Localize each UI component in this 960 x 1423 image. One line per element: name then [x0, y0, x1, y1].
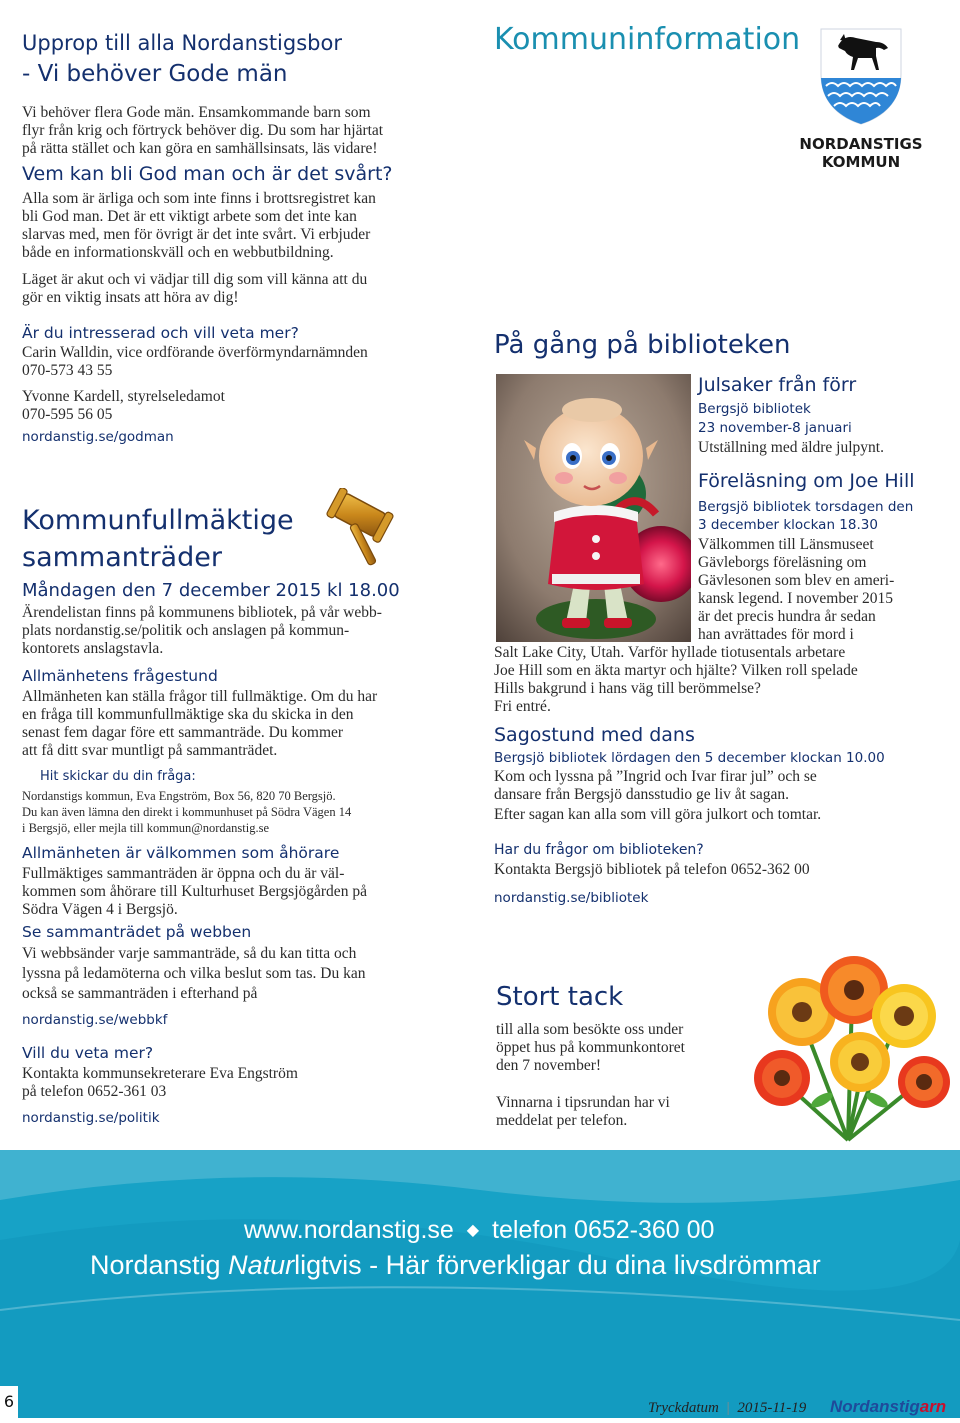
welcome-heading: Allmänheten är välkommen som åhörare: [22, 844, 340, 862]
contact-list: Carin Walldin, vice ordförande överförmyndarnämnden 070-573 43 55 Yvonne Kardell, styrelseledamot 070-595 56 05: [22, 344, 368, 423]
council-title: Kommunfullmäktige sammanträder: [22, 505, 294, 573]
kommuninfo-title: Kommuninformation: [494, 22, 801, 57]
julsaker-desc: Utställning med äldre julpynt.: [698, 439, 884, 456]
urgent-text: Läget är akut och vi vädjar till dig som vill känna att du gör en viktig insats att höra av dig!: [22, 271, 368, 306]
thanks-text: till alla som besökte oss under öppet hus på kommunkontoret den 7 november!: [496, 1021, 685, 1074]
footer-contact-line: [244, 1216, 714, 1245]
politik-link[interactable]: nordanstig.se/politik: [22, 1110, 160, 1126]
joehill-text: Salt Lake City, Utah. Varför hyllade tiotusentals arbetare Joe Hill som en äkta martyr och hjälte? Vilken roll spelade Hills bakgrund i hans väg till berömmelse? Fri entré.: [494, 644, 858, 715]
municipality-logo-text: NORDANSTIGS KOMMUN: [799, 135, 923, 171]
saga-when: Bergsjö bibliotek lördagen den 5 december klockan 10.00: [494, 750, 885, 766]
send-heading: Hit skickar du din fråga:: [40, 769, 196, 784]
who-text: Alla som är ärliga och som inte finns i brottsregistret kan bli God man. Det är ett viktigt arbete som det inte kan slarvas med, men för övrigt är det inte svårt. Vi erbjuder både en informationskväll och en webbutbildning.: [22, 190, 376, 261]
footer-slogan: Nordanstig Naturligtvis - Här förverkligar du dina livsdrömmar: [90, 1250, 821, 1280]
libq-text: Kontakta Bergsjö bibliotek på telefon 0652-362 00: [494, 861, 810, 878]
footer-phone: telefon 0652-360 00: [492, 1216, 715, 1244]
more-text: Kontakta kommunsekreterare Eva Engström på telefon 0652-361 03: [22, 1065, 298, 1100]
who-heading: Vem kan bli God man och är det svårt?: [22, 163, 393, 185]
page-number: 6: [3, 1392, 15, 1411]
joehill-text-inset: Välkommen till Länsmuseet Gävleborgs föreläsning om Gävlesonen som blev en ameri- kansk legend. I november 2015 är det precis hundra år sedan han avrättades för mord i: [698, 536, 895, 643]
appeal-intro: Vi behöver flera Gode män. Ensamkommande barn som flyr från krig och förtryck behöver dig. Du som har hjärtat på rätta stället och kan göra en samhällsinsats, läs vidare!: [22, 104, 384, 157]
joehill-title: Föreläsning om Joe Hill: [698, 470, 915, 492]
libq-heading: Har du frågor om biblioteken?: [494, 842, 704, 858]
interest-heading: Är du intresserad och vill veta mer?: [22, 324, 299, 342]
julsaker-info: Bergsjö bibliotek 23 november-8 januari: [698, 401, 852, 436]
winners-text: Vinnarna i tipsrundan har vi meddelat per telefon.: [496, 1094, 670, 1129]
web-text: Vi webbsänder varje sammanträde, så du kan titta och lyssna på ledamöterna och vilka beslut som tas. Du kan också se sammanträden i efterhand på: [22, 945, 366, 1002]
saga-text: Kom och lyssna på ”Ingrid och Ivar firar jul” och se dansare från Bergsjö dansstudio ge liv åt sagan. Efter sagan kan alla som vill göra julkort och tomtar.: [494, 768, 822, 823]
footer-separator: ◆: [466, 1222, 480, 1239]
page-number-box: [0, 1386, 18, 1423]
nordanstig-coat-of-arms-icon: [818, 26, 904, 126]
flower-bouquet-illustration: [742, 950, 954, 1145]
joehill-when: Bergsjö bibliotek torsdagen den 3 december klockan 18.30: [698, 499, 914, 533]
bottom-white-strip: [22, 1418, 960, 1423]
footer-wave-decoration: [0, 1150, 960, 1418]
appeal-title-line-2: - Vi behöver Gode män: [22, 61, 288, 87]
footer-band: [0, 1150, 960, 1418]
thanks-title: Stort tack: [496, 982, 624, 1012]
library-title: På gång på biblioteken: [494, 330, 791, 360]
godman-link[interactable]: nordanstig.se/godman: [22, 429, 174, 445]
appeal-title-line-1: Upprop till alla Nordanstigsbor: [22, 31, 342, 55]
julsaker-title: Julsaker från förr: [698, 374, 857, 396]
bibliotek-link[interactable]: nordanstig.se/bibliotek: [494, 890, 649, 906]
print-date-line: Tryckdatum | 2015-11-19: [648, 1400, 807, 1416]
questions-heading: Allmänhetens frågestund: [22, 667, 218, 685]
webbkf-link[interactable]: nordanstig.se/webbkf: [22, 1012, 168, 1028]
elf-figurine-photo: [496, 374, 691, 642]
meeting-date: Måndagen den 7 december 2015 kl 18.00: [22, 580, 400, 601]
newspaper-logo: Nordanstigarn: [830, 1397, 947, 1416]
send-text: Nordanstigs kommun, Eva Engström, Box 56, 820 70 Bergsjö. Du kan även lämna den direkt i kommunhuset på Södra Vägen 14 i Bergsjö, eller mejla till kommun@nordanstig.se: [22, 789, 352, 835]
print-date: 2015-11-19: [737, 1400, 807, 1416]
questions-text: Allmänheten kan ställa frågor till fullmäktige. Om du har en fråga till kommunfullmäktige ska du skicka in den senast fem dagar före ett sammanträde. Du kommer att få ditt svar muntligt på sammanträdet.: [22, 688, 378, 759]
web-heading: Se sammanträdet på webben: [22, 923, 252, 941]
footer-website[interactable]: www.nordanstig.se: [244, 1216, 454, 1244]
more-heading: Vill du veta mer?: [22, 1044, 154, 1062]
agenda-text: Ärendelistan finns på kommunens bibliotek, på vår webb- plats nordanstig.se/politik och anslagen på kommun- kontorets anslagstavla.: [22, 604, 382, 657]
gavel-icon: [318, 488, 418, 568]
saga-title: Sagostund med dans: [494, 724, 695, 746]
welcome-text: Fullmäktiges sammanträden är öppna och du är väl- kommen som åhörare till Kulturhuset Bergsjögården på Södra Vägen 4 i Bergsjö.: [22, 865, 367, 918]
